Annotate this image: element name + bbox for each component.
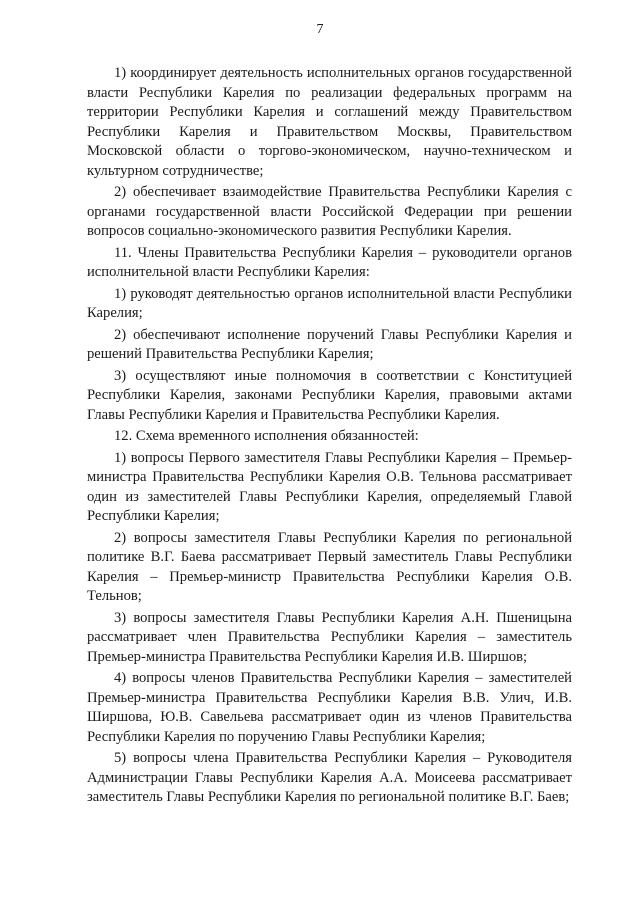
paragraph-coordinate-programs: 1) координирует деятельность исполнительных органов государственной власти Республики Карелия по реализации федеральных программ на территории Республики Карелия и соглашений между Правительством Республики Карелия и Правительством Москвы, Правительством Московской области о торгово-экономическом, научно-техническом и культурном сотрудничестве; [87, 65, 572, 179]
paragraph-12-item-5: 5) вопросы члена Правительства Республики Карелия – Руководителя Администрации Главы Республики Карелия А.А. Моисеева рассматривает заместитель Главы Республики Карелия по региональной политике В.Г. Баев; [87, 750, 572, 805]
paragraph-interaction-federal: 2) обеспечивает взаимодействие Правительства Республики Карелия с органами государственной власти Российской Федерации при решении вопросов социально-экономического развития Республики Карелия. [87, 184, 572, 239]
paragraph-12-item-2: 2) вопросы заместителя Главы Республики Карелия по региональной политике В.Г. Баева рассматривает Первый заместитель Главы Республики Карелия – Премьер-министр Правительства Республики Карелия О.В. Тельнов; [87, 529, 572, 604]
paragraph-section-12: 12. Схема временного исполнения обязанностей: [114, 428, 419, 444]
paragraph-12-item-3: 3) вопросы заместителя Главы Республики Карелия А.Н. Пшеницына рассматривает член Правительства Республики Карелия – заместитель Премьер-министра Правительства Республики Карелия И.В. Ширшов; [87, 609, 572, 665]
document-body [87, 64, 572, 810]
paragraph-11-item-2: 2) обеспечивают исполнение поручений Главы Республики Карелия и решений Правительства Республики Карелия; [87, 326, 572, 362]
paragraph-11-item-3: 3) осуществляют иные полномочия в соответствии с Конституцией Республики Карелия, законами Республики Карелия, правовыми актами Главы Республики Карелия и Правительства Республики Карелия. [87, 367, 572, 423]
paragraph-section-11: 11. Члены Правительства Республики Карелия – руководители органов исполнительной власти Республики Карелия: [87, 244, 572, 280]
paragraph-11-item-1: 1) руководят деятельностью органов исполнительной власти Республики Карелия; [87, 285, 572, 321]
page-number: 7 [316, 22, 324, 37]
paragraph-12-item-1: 1) вопросы Первого заместителя Главы Республики Карелия – Премьер-министра Правительства Республики Карелия О.В. Тельнова рассматривает один из заместителей Главы Республики Карелия, определяемый Главой Республики Карелия; [87, 449, 572, 524]
paragraph-12-item-4: 4) вопросы членов Правительства Республики Карелия – заместителей Премьер-министра Правительства Республики Карелия В.В. Улич, И.В. Ширшова, Ю.В. Савельева рассматривает один из членов Правительства Республики Карелия по поручению Главы Республики Карелия; [87, 670, 572, 745]
